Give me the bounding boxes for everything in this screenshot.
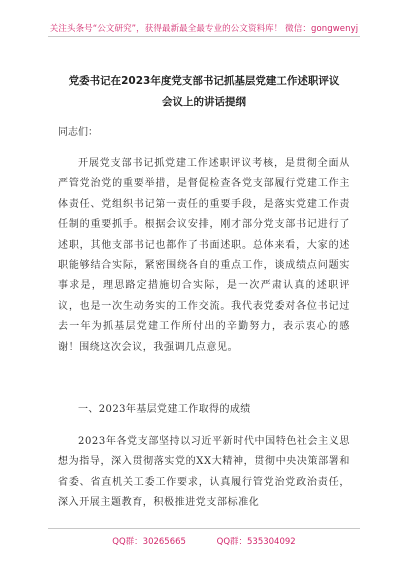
document-title-line1: 党委书记在2023年度党支部书记抓基层党建工作述职评议 [68, 75, 340, 87]
paragraph-intro: 开展党支部书记抓党建工作述职评议考核，是贯彻全面从严管党治党的重要举措，是督促检查各党支部履行党建工作主体责任、党组织书记第一责任的重要手段，是落实党建工作责任制的重要抓手。根据会议安排，刚才部分党支部书记进行了述职，其他支部书记也都作了书面述职。总体来看，大家的述职能够结合实际，紧密围绕各自的重点工作，谈成绩点问题实事求是，理思路定措施切合实际，是一次严肃认真的述职评议，也是一次生动务实的工作交流。我代表党委对各位书记过去一年为抓基层党建工作所付出的辛勤努力，表示衷心的感谢！围绕这次会议，我强调几点意见。 [58, 158, 350, 353]
document-title-line2: 会议上的讲话提纲 [162, 96, 246, 108]
greeting: 同志们： [58, 127, 98, 138]
header-divider [48, 36, 360, 37]
footer [0, 535, 408, 547]
footer-qq-group-2: QQ群：535304092 [216, 537, 296, 547]
footer-qq-group-1: QQ群：30265665 [112, 537, 186, 547]
header-promo-note: 关注头条号“公文研究”，获得最新最全最专业的公文资料库！ 微信：gongwenyj [49, 24, 359, 34]
section-heading-1: 一、2023年基层党建工作取得的成绩 [78, 404, 251, 415]
footer-divider [48, 528, 360, 529]
paragraph-achievements: 2023年各党支部坚持以习近平新时代中国特色社会主义思想为指导，深入贯彻落实党的XX大精神，贯彻中央决策部署和省委、省直机关工委工作要求，认真履行管党治党政治责任，深入开展主题教育，积极推进党支部标准化 [58, 436, 350, 509]
